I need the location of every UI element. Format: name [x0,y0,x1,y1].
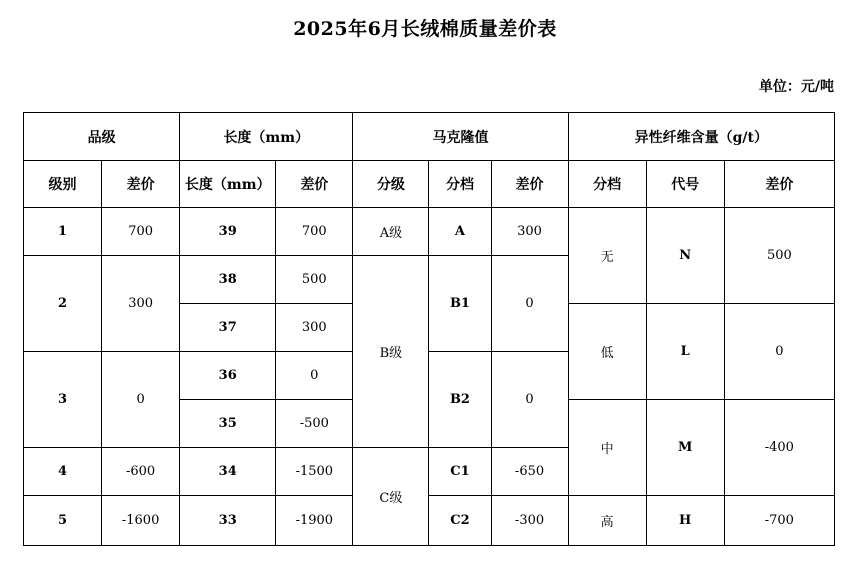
table-row [24,208,835,256]
group-header-micronaire: 马克隆值 [353,113,568,161]
mic-level-cell: B2 [429,352,491,448]
col-header-length-diff: 差价 [276,161,353,208]
length-cell: 39 [180,208,276,256]
group-header-grade: 品级 [24,113,180,161]
group-header-row [24,113,835,161]
ff-level-cell: 中 [568,400,646,496]
grade-diff-cell: 0 [102,352,180,448]
length-diff-cell: -1500 [276,448,353,496]
price-difference-table [23,112,835,546]
ff-diff-cell: 0 [724,304,834,400]
col-header-length: 长度（mm） [180,161,276,208]
mic-level-cell: B1 [429,256,491,352]
ff-level-cell: 无 [568,208,646,304]
mic-diff-cell: -650 [491,448,568,496]
col-header-ff-diff: 差价 [724,161,834,208]
col-header-grade-diff: 差价 [102,161,180,208]
group-header-foreign-fiber: 异性纤维含量（g/t） [568,113,834,161]
length-diff-cell: -500 [276,400,353,448]
grade-diff-cell: 300 [102,256,180,352]
length-diff-cell: -1900 [276,496,353,546]
mic-diff-cell: 0 [491,352,568,448]
col-header-ff-level: 分档 [568,161,646,208]
mic-diff-cell: 300 [491,208,568,256]
ff-diff-cell: -400 [724,400,834,496]
grade-diff-cell: -600 [102,448,180,496]
mic-diff-cell: 0 [491,256,568,352]
grade-level-cell: 2 [24,256,102,352]
length-diff-cell: 500 [276,256,353,304]
ff-code-cell: N [646,208,724,304]
mic-level-cell: C2 [429,496,491,546]
ff-diff-cell: -700 [724,496,834,546]
length-cell: 34 [180,448,276,496]
length-diff-cell: 0 [276,352,353,400]
mic-class-cell: A级 [353,208,429,256]
ff-code-cell: M [646,400,724,496]
ff-level-cell: 高 [568,496,646,546]
mic-diff-cell: -300 [491,496,568,546]
length-cell: 37 [180,304,276,352]
length-cell: 33 [180,496,276,546]
table-row [24,496,835,546]
col-header-mic-diff: 差价 [491,161,568,208]
page-title: 2025年6月长绒棉质量差价表 [293,18,557,40]
grade-level-cell: 3 [24,352,102,448]
mic-class-cell: C级 [353,448,429,546]
ff-code-cell: H [646,496,724,546]
grade-diff-cell: -1600 [102,496,180,546]
col-header-mic-level: 分档 [429,161,491,208]
ff-code-cell: L [646,304,724,400]
length-cell: 38 [180,256,276,304]
col-header-ff-code: 代号 [646,161,724,208]
unit-label: 单位：元/吨 [758,79,834,95]
ff-diff-cell: 500 [724,208,834,304]
grade-level-cell: 4 [24,448,102,496]
grade-level-cell: 1 [24,208,102,256]
sub-header-row [24,161,835,208]
grade-diff-cell: 700 [102,208,180,256]
grade-level-cell: 5 [24,496,102,546]
length-cell: 35 [180,400,276,448]
mic-class-cell: B级 [353,256,429,448]
length-diff-cell: 300 [276,304,353,352]
ff-level-cell: 低 [568,304,646,400]
col-header-grade-level: 级别 [24,161,102,208]
mic-level-cell: C1 [429,448,491,496]
length-diff-cell: 700 [276,208,353,256]
col-header-mic-class: 分级 [353,161,429,208]
length-cell: 36 [180,352,276,400]
mic-level-cell: A [429,208,491,256]
group-header-length: 长度（mm） [180,113,353,161]
